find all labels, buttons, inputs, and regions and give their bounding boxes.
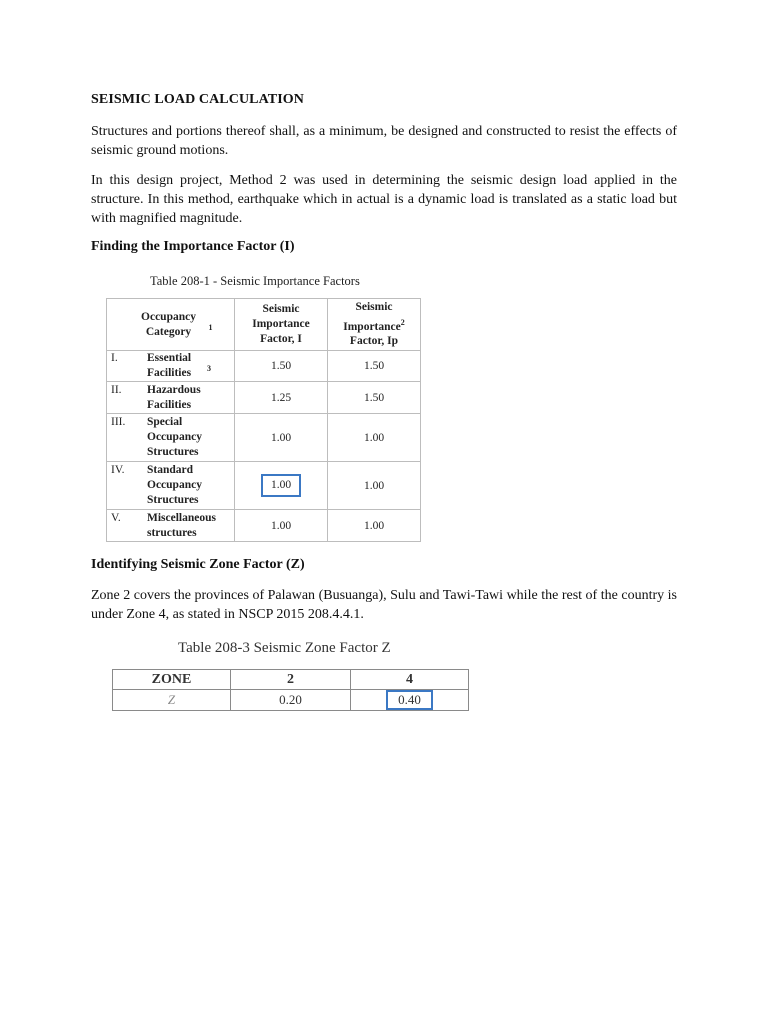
category-roman: IV.	[111, 464, 125, 476]
category-roman: I.	[111, 352, 118, 364]
category-roman: II.	[111, 383, 122, 396]
category-cell	[107, 382, 235, 414]
importance-factors-table	[106, 298, 421, 542]
importance-i-cell: 1.00	[235, 510, 328, 542]
importance-ip-cell: 1.00	[328, 414, 421, 462]
table-row	[107, 351, 421, 382]
importance-i-cell: 1.25	[235, 382, 328, 414]
zone-2-value: 0.20	[231, 690, 351, 711]
paragraph-intro: Structures and portions thereof shall, as a minimum, be designed and constructed to resist the effects of seismic ground motions.	[91, 124, 677, 158]
zone-row-label: Z	[113, 690, 231, 711]
zone-factor-table	[112, 669, 469, 711]
category-roman: V.	[111, 511, 121, 524]
importance-ip-cell: 1.50	[328, 382, 421, 414]
subheading-importance: Finding the Importance Factor (I)	[91, 239, 295, 254]
table-header-row	[107, 299, 421, 351]
table-row	[107, 414, 421, 462]
category-cell	[107, 510, 235, 542]
importance-ip-cell: 1.00	[328, 510, 421, 542]
importance-i-highlight: 1.00	[261, 474, 301, 497]
header-category-label: Occupancy Category	[141, 310, 196, 338]
category-name: Essential Facilities	[147, 352, 192, 379]
category-sup: 3	[207, 364, 211, 374]
zone-4-header: 4	[351, 670, 469, 690]
zone-value-row	[113, 690, 469, 711]
category-cell	[107, 462, 235, 510]
header-importance-factor-i	[235, 299, 328, 351]
importance-ip-cell: 1.00	[328, 462, 421, 510]
category-cell	[107, 351, 235, 382]
table-row	[107, 462, 421, 510]
header-occupancy-category	[107, 299, 235, 351]
importance-table-caption: Table 208-1 - Seismic Importance Factors	[150, 274, 360, 288]
category-name: Special Occupancy Structures	[147, 416, 202, 458]
paragraph-zone: Zone 2 covers the provinces of Palawan (Busuanga), Sulu and Tawi-Tawi while the rest of the country is under Zone 4, as stated in NSCP 2015 208.4.4.1.	[91, 588, 677, 622]
category-cell	[107, 414, 235, 462]
category-roman: III.	[111, 416, 126, 428]
category-name: Standard Occupancy Structures	[147, 464, 202, 506]
table-row	[107, 510, 421, 542]
zone-2-header: 2	[231, 670, 351, 690]
zone-4-value-cell	[351, 690, 469, 711]
zone-header-row	[113, 670, 469, 690]
importance-ip-cell: 1.50	[328, 351, 421, 382]
header-importance-factor-ip	[328, 299, 421, 351]
page-title: SEISMIC LOAD CALCULATION	[91, 92, 304, 107]
importance-i-cell-highlighted	[235, 462, 328, 510]
zone-table-caption: Table 208-3 Seismic Zone Factor Z	[178, 640, 391, 656]
zone-header-label: ZONE	[113, 670, 231, 690]
header-factor-i-label: Seismic Importance Factor, I	[252, 303, 310, 345]
header-factor-ip-sup: 2	[400, 317, 405, 327]
header-category-sup: 1	[208, 322, 213, 332]
paragraph-method: In this design project, Method 2 was used in determining the seismic design load applied in the structure. In this method, earthquake which in actual is a dynamic load is translated as a static load but with magnified magnitude.	[91, 173, 677, 226]
table-row	[107, 382, 421, 414]
importance-i-cell: 1.50	[235, 351, 328, 382]
header-factor-ip-tail: Factor, Ip	[349, 335, 399, 348]
zone-4-value-highlight: 0.40	[386, 690, 433, 710]
subheading-zone: Identifying Seismic Zone Factor (Z)	[91, 557, 305, 572]
header-factor-ip-label: Seismic Importance	[343, 300, 401, 333]
importance-i-cell: 1.00	[235, 414, 328, 462]
category-name: Miscellaneous structures	[147, 511, 216, 539]
category-name: Hazardous Facilities	[147, 383, 201, 411]
